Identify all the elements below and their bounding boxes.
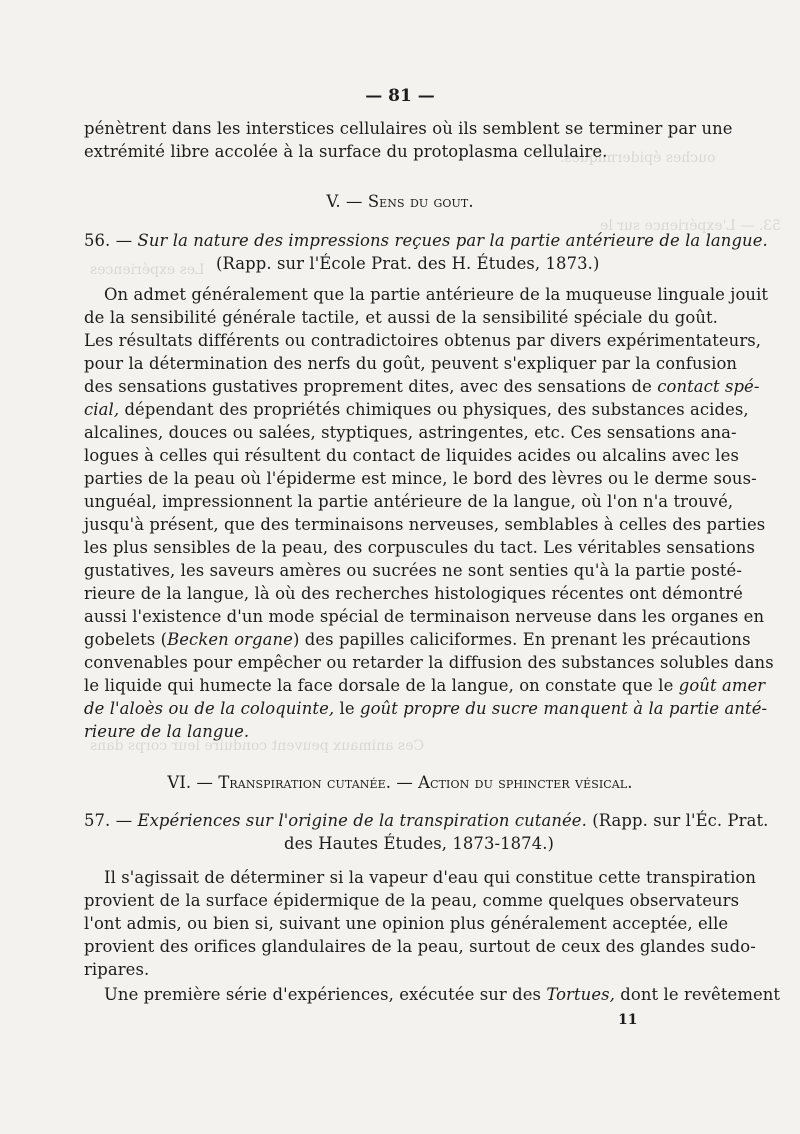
item-56-reference: (Rapp. sur l'École Prat. des H. Études, 1873.)	[216, 254, 600, 273]
body-italic: de l'aloès ou de la coloquinte,	[84, 699, 335, 718]
body-line: de la sensibilité générale tactile, et aussi de la sensibilité spéciale du goût.	[84, 308, 718, 327]
body-line: ripares.	[84, 960, 150, 979]
body-text: des sensations gustatives proprement dites, avec des sensations de	[84, 377, 652, 396]
body-line	[84, 675, 766, 697]
body-line	[84, 399, 749, 421]
section-v-title: Sens du gout.	[367, 192, 474, 211]
body-text: dépendant des propriétés chimiques ou physiques, des substances acides,	[124, 400, 749, 419]
body-italic: goût amer	[678, 676, 766, 695]
body-line: aussi l'existence d'un mode spécial de terminaison nerveuse dans les organes en	[84, 607, 765, 626]
body-line: On admet généralement que la partie antérieure de la muqueuse linguale jouit	[104, 285, 769, 304]
body-italic: contact spé-	[657, 377, 760, 396]
item-57-reference-cont: des Hautes Études, 1873-1874.)	[284, 834, 555, 853]
body-line	[84, 376, 760, 398]
body-line: alcalines, douces ou salées, styptiques, astringentes, etc. Ces sensations ana-	[84, 423, 737, 442]
item-56-title: Sur la nature des impressions reçues par la partie antérieure de la langue.	[137, 231, 768, 250]
body-line: jusqu'à présent, que des terminaisons nerveuses, semblables à celles des parties	[84, 515, 766, 534]
bleed-through-text: Ces animaux peuvent conduire leur corps dans	[90, 738, 425, 754]
body-line: provient de la surface épidermique de la peau, comme quelques observateurs	[84, 891, 740, 910]
body-line	[84, 721, 718, 743]
section-v-heading	[0, 191, 800, 213]
body-line: Il s'agissait de déterminer si la vapeur d'eau qui constitue cette transpiration	[104, 868, 757, 887]
body-italic: Becken organe	[167, 630, 293, 649]
body-line: provient des orifices glandulaires de la peau, surtout de ceux des glandes sudo-	[84, 937, 756, 956]
section-vi-title-1: Transpiration cutanée.	[218, 773, 392, 792]
body-text: ) des papilles caliciformes. En prenant les précautions	[292, 630, 751, 649]
section-vi-separator: —	[396, 773, 413, 792]
body-line: parties de la peau où l'épiderme est mince, le bord des lèvres ou le derme sous-	[84, 469, 757, 488]
body-line: logues à celles qui résultent du contact de liquides acides ou alcalins avec les	[84, 446, 739, 465]
item-57-reference: (Rapp. sur l'Éc. Prat.	[592, 811, 769, 830]
item-56-dash: —	[115, 231, 133, 250]
body-text: le	[339, 699, 355, 718]
body-line: unguéal, impressionnent la partie antérieure de la langue, où l'on n'a trouvé,	[84, 492, 734, 511]
body-line	[84, 629, 751, 651]
bleed-through-text: 53. — L'expérience sur le	[600, 218, 781, 234]
body-line: convenables pour empêcher ou retarder la diffusion des substances solubles dans	[84, 653, 774, 672]
body-line: Les résultats différents ou contradictoires obtenus par divers expérimentateurs,	[84, 331, 762, 350]
body-line: pour la détermination des nerfs du goût, peuvent s'expliquer par la confusion	[84, 354, 738, 373]
body-line	[104, 984, 781, 1006]
section-v-number: V. —	[326, 192, 363, 211]
body-text: dont le revêtement	[620, 985, 781, 1004]
body-line: les plus sensibles de la peau, des corpuscules du tact. Les véritables sensations	[84, 538, 755, 557]
body-line: gustatives, les saveurs amères ou sucrées ne sont senties qu'à la partie posté-	[84, 561, 742, 580]
item-57-number: 57.	[84, 811, 111, 830]
body-line	[84, 698, 768, 720]
body-italic: goût propre du sucre manquent à la partie anté-	[360, 699, 768, 718]
section-vi-heading	[0, 772, 800, 794]
intro-line-2: extrémité libre accolée à la surface du protoplasma cellulaire.	[84, 142, 608, 161]
body-text: gobelets (	[84, 630, 168, 649]
item-57-title: Expériences sur l'origine de la transpiration cutanée.	[137, 811, 587, 830]
item-56-number: 56.	[84, 231, 111, 250]
item-56-title-line	[84, 230, 768, 252]
body-italic: Tortues,	[546, 985, 615, 1004]
body-line: l'ont admis, ou bien si, suivant une opinion plus généralement acceptée, elle	[84, 914, 729, 933]
item-57-dash: —	[115, 811, 133, 830]
section-vi-number: VI. —	[167, 773, 214, 792]
bleed-through-text: ouches épidermiques.	[560, 150, 716, 166]
body-text: Une première série d'expériences, exécutée sur des	[104, 985, 542, 1004]
body-italic: rieure de la langue.	[84, 722, 250, 741]
signature-mark: 11	[618, 1012, 638, 1028]
section-vi-title-2: Action du sphincter vésical.	[418, 773, 633, 792]
page-number: — 81 —	[365, 86, 435, 106]
item-57-title-line	[84, 810, 769, 832]
bleed-through-text: Les expériences	[90, 262, 205, 278]
body-italic: cial,	[84, 400, 120, 419]
intro-line-1: pénètrent dans les interstices cellulaires où ils semblent se terminer par une	[84, 119, 733, 138]
body-text: le liquide qui humecte la face dorsale de la langue, on constate que le	[84, 676, 674, 695]
body-line: rieure de la langue, là où des recherches histologiques récentes ont démontré	[84, 584, 743, 603]
